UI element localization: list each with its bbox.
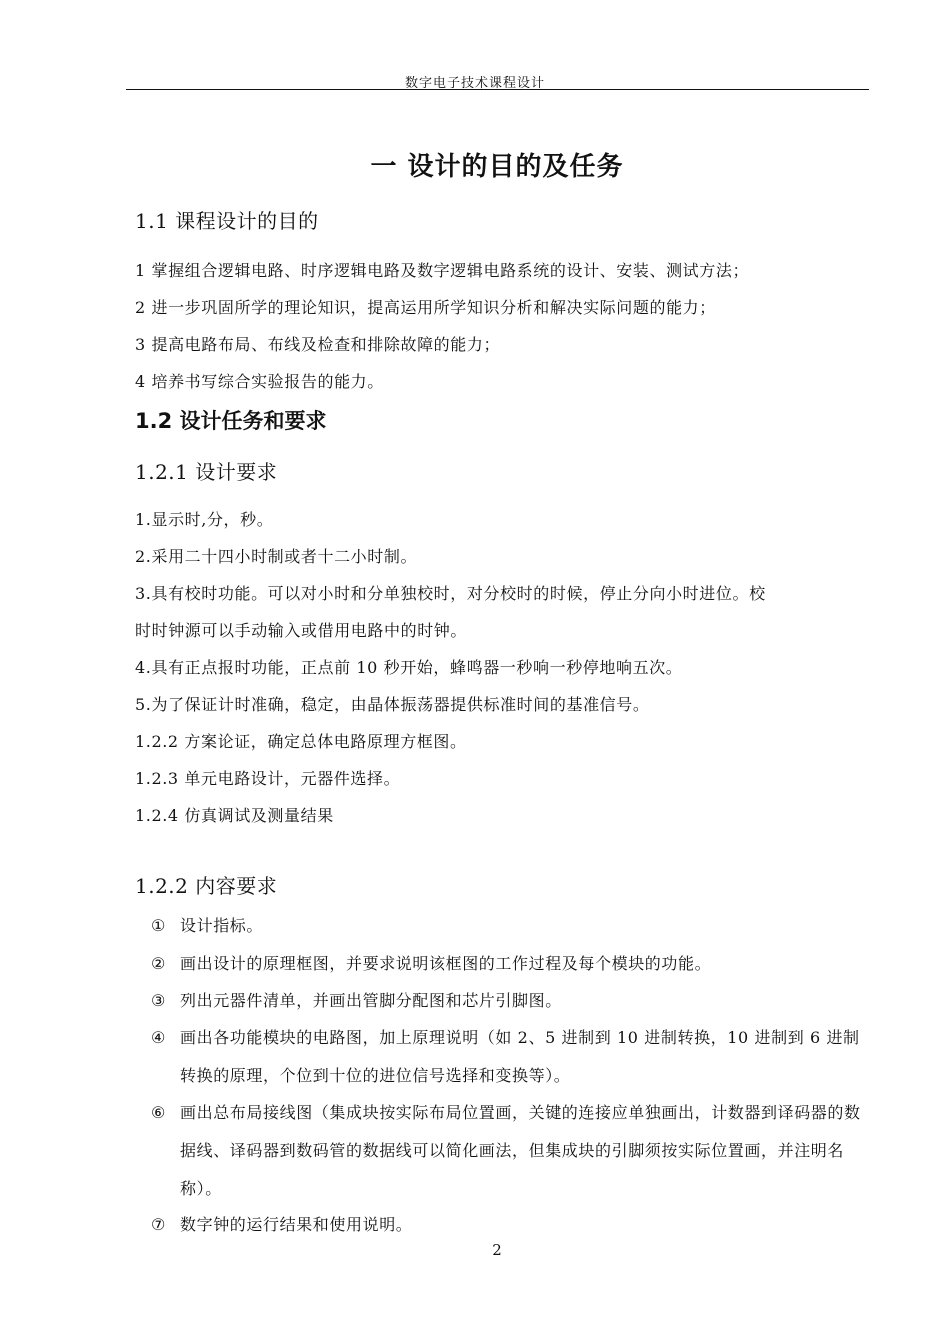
goal-item: 4 培养书写综合实验报告的能力。 [135,372,384,391]
requirement-line: 1.2.4 仿真调试及测量结果 [135,806,334,825]
section-heading-1-2-2: 1.2.2 内容要求 [135,874,278,898]
item-marker: ② [151,954,166,973]
item-text: 列出元器件清单，并画出管脚分配图和芯片引脚图。 [180,991,562,1010]
goal-item: 3 提高电路布局、布线及检查和排除故障的能力； [135,335,501,354]
requirement-line: 5.为了保证计时准确，稳定，由晶体振荡器提供标准时间的基准信号。 [135,695,650,714]
content-requirement-item [151,982,867,1020]
requirement-line: 4.具有正点报时功能，正点前 10 秒开始，蜂鸣器一秒响一秒停地响五次。 [135,658,683,677]
section-heading-1-1: 1.1 课程设计的目的 [135,209,319,233]
page-number: 2 [492,1241,502,1259]
content-requirement-item [151,907,867,945]
goal-item: 2 进一步巩固所学的理论知识，提高运用所学知识分析和解决实际问题的能力； [135,298,716,317]
item-text: 画出设计的原理框图，并要求说明该框图的工作过程及每个模块的功能。 [180,954,712,973]
running-header: 数字电子技术课程设计 [404,76,545,91]
requirement-line: 时时钟源可以手动输入或借用电路中的时钟。 [135,621,468,640]
goal-item: 1 掌握组合逻辑电路、时序逻辑电路及数字逻辑电路系统的设计、安装、测试方法； [135,261,750,280]
content-requirement-item [151,1206,867,1244]
content-requirement-item [151,945,867,983]
requirement-line: 2.采用二十四小时制或者十二小时制。 [135,547,418,566]
content-requirement-item [151,1094,867,1208]
item-marker: ① [151,916,166,935]
item-text: 画出总布局接线图（集成块按实际布局位置画，关键的连接应单独画出，计数器到译码器的数据线、译码器到数码管的数据线可以简化画法，但集成块的引脚须按实际位置画，并注明名称）。 [180,1103,861,1198]
item-marker: ④ [151,1028,166,1047]
item-marker: ③ [151,991,166,1010]
item-text: 设计指标。 [180,916,264,935]
requirement-line: 1.显示时,分，秒。 [135,510,274,529]
item-text: 数字钟的运行结果和使用说明。 [180,1215,413,1234]
chapter-title: 一 设计的目的及任务 [370,152,624,182]
item-text: 画出各功能模块的电路图，加上原理说明（如 2、5 进制到 10 进制转换，10 进制到 6 进制转换的原理，个位到十位的进位信号选择和变换等）。 [180,1028,860,1085]
item-marker: ⑦ [151,1215,166,1234]
content-requirement-item [151,1019,867,1095]
section-heading-1-2-1: 1.2.1 设计要求 [135,460,278,484]
item-marker: ⑥ [151,1103,166,1122]
requirement-line: 1.2.3 单元电路设计，元器件选择。 [135,769,401,788]
header-rule [126,89,869,90]
section-heading-1-2: 1.2 设计任务和要求 [135,409,327,433]
requirement-line: 3.具有校时功能。可以对小时和分单独校时，对分校时的时候，停止分向小时进位。校 [135,584,766,603]
requirement-line: 1.2.2 方案论证，确定总体电路原理方框图。 [135,732,467,751]
